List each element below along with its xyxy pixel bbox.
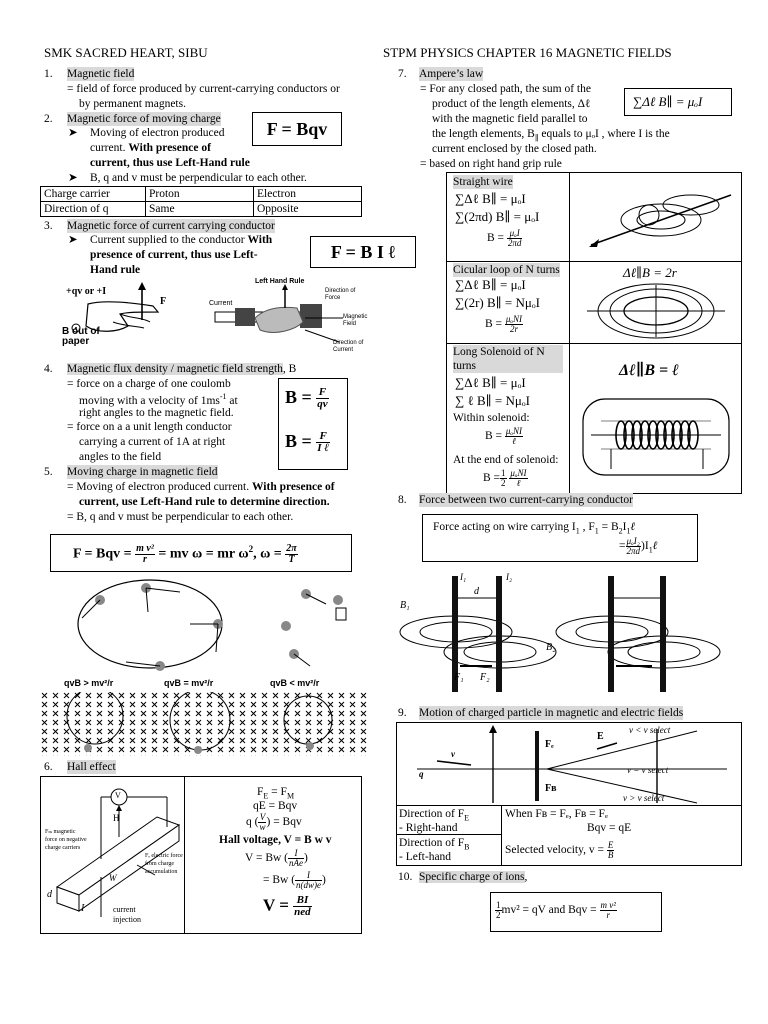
hall-eq3: q ( $\frac{V}{w}$ ) = Bqv xyxy=(246,812,302,832)
s5-num: 5. xyxy=(44,466,53,478)
s3-bullet-line1: Current supplied to the conductor With xyxy=(90,234,273,246)
s3-bullet-line3: Hand rule xyxy=(90,264,141,276)
s9-table-top-line xyxy=(397,805,741,806)
s4-l6: angles to the field xyxy=(79,451,162,463)
cross-field-drawing xyxy=(40,692,370,756)
hall-eq5: V = Bw ( $\frac{I}{\text{nAe}}$ ) xyxy=(245,848,308,868)
velocity-selector-drawing xyxy=(397,723,741,805)
hall-eq7: V = $\frac{BI}{\text{ned}}$ xyxy=(263,894,311,918)
s7-l4: the length elements, $B_\parallel$ equals to μₒI , where I is the xyxy=(432,128,670,143)
hall-fm: Fₘ magnetic force on negative charge carriers xyxy=(45,829,87,851)
s9-title: Motion of charged particle in magnetic and electric fields xyxy=(419,707,684,719)
solenoid-drawing xyxy=(571,385,741,485)
left-hand-rule-figure xyxy=(205,278,370,356)
s7-l1: = For any closed path, the sum of the xyxy=(420,83,591,95)
fig-label-bout: B out of xyxy=(62,326,100,337)
ampere-row2-eq2: ∑(2r) B∥ = NμₒI xyxy=(455,295,540,310)
s1-line1: = field of force produced by current-carrying conductors or xyxy=(67,83,340,95)
s3-formula-box xyxy=(310,236,416,268)
s9-fig-e: E xyxy=(597,731,604,742)
ampere-row3-res: B = $\frac{\text{μₒNI}}{\text{ℓ}}$ xyxy=(485,426,522,446)
table-cell: Same xyxy=(146,202,254,217)
s6-num: 6. xyxy=(44,761,53,773)
s9-r1c2: When Fʙ = Fₑ, Fʙ = Fₑ xyxy=(505,808,608,820)
fig-label-less: qvB < mv²/r xyxy=(270,678,320,688)
s9-r2c1a: Direction of $F_B$ xyxy=(399,837,470,852)
ampere-row2-eq1: ∑Δℓ B∥ = μₒI xyxy=(455,277,526,292)
hall-current: current injection xyxy=(113,905,141,924)
s9-fig-vgt: v > v select xyxy=(623,793,665,803)
circular-loop-drawing xyxy=(571,281,741,341)
s4-title-line: Magnetic flux density / magnetic field strength, B xyxy=(67,363,297,375)
s9-velocity-selector xyxy=(396,722,742,866)
s7-l5: current enclosed by the closed path. xyxy=(432,143,597,155)
s8-fig-i2: I₂ xyxy=(506,572,513,582)
s7-num: 7. xyxy=(398,68,407,80)
s6-title: Hall effect xyxy=(67,761,116,773)
s2-formula: F = Bqv xyxy=(266,119,328,139)
s8-box-line1: Force acting on wire carrying $I_1$ , $F_1$ = $B_2I_1\ell$ xyxy=(433,521,636,536)
s3-num: 3. xyxy=(44,220,53,232)
s2-title: Magnetic force of moving charge xyxy=(67,113,221,125)
s9-fig-fe: Fₑ xyxy=(545,739,554,750)
s5-l3: = B, q and v must be perpendicular to each other. xyxy=(67,511,294,523)
s4-l4: = force on a a unit length conductor xyxy=(67,421,232,433)
fig-label-f: F xyxy=(160,296,167,307)
table-row xyxy=(41,187,362,202)
s8-fig-i1: I₁ xyxy=(460,572,467,582)
s3-formula: F = B I ℓ xyxy=(330,242,396,262)
s9-fig-q: q xyxy=(419,769,424,779)
header-right: STPM PHYSICS CHAPTER 16 MAGNETIC FIELDS xyxy=(383,45,672,60)
s8-fig-f1: F₁ xyxy=(454,672,464,683)
s7-l2: product of the length elements, Δℓ xyxy=(432,98,591,110)
straight-wire-drawing xyxy=(571,175,741,259)
s2-formula-box xyxy=(252,112,342,146)
s9-r1c1b: - Right-hand xyxy=(399,822,458,834)
s8-fig-d: d xyxy=(474,586,479,597)
s7-title: Ampere’s law xyxy=(419,68,484,80)
s10-formula: $\frac{1}{2}$ mv² = qV and Bqv = $\frac{\text{m v²}}{r}$ xyxy=(496,900,616,920)
hall-eq6: = Bw ( $\frac{I}{n(dw)e}$ ) xyxy=(263,870,326,890)
s3-title: Magnetic force of current carrying conductor xyxy=(67,220,275,232)
s9-fig-veq: v = v select xyxy=(627,765,669,775)
s2-num: 2. xyxy=(44,113,53,125)
s8-num: 8. xyxy=(398,494,407,506)
s6-hall-box xyxy=(40,776,362,934)
s8-fig-b1: B₁ xyxy=(400,600,410,611)
s9-fig-fb: Fʙ xyxy=(545,783,557,794)
lhr-title: Left Hand Rule xyxy=(255,278,305,285)
s7-l3: with the magnetic field parallel to xyxy=(432,113,588,125)
s9-num: 9. xyxy=(398,707,407,719)
s5-l2: current, use Left-Hand rule to determine direction. xyxy=(79,496,330,508)
s4-num: 4. xyxy=(44,363,53,375)
ampere-row-divider-2 xyxy=(447,343,741,344)
s1-num: 1. xyxy=(44,68,53,80)
ampere-row3-eq1: ∑Δℓ B∥ = μₒI xyxy=(455,375,526,390)
s4-f2: B = $\frac{F}{\text{I ℓ}}$ xyxy=(285,430,329,455)
ampere-row2-fig-label: Δℓ∥B = 2r xyxy=(623,265,677,280)
s9-fig-vless: v < v select xyxy=(629,725,671,735)
s4-f1: B = $\frac{F}{qv}$ xyxy=(285,386,328,411)
ampere-row1-eq2: ∑(2πd) B∥ = μₒI xyxy=(455,209,540,224)
ampere-row3-title: Long Solenoid of N turns xyxy=(453,345,563,373)
ampere-table xyxy=(446,172,742,494)
s4-formula-box xyxy=(278,378,348,470)
ampere-row1-res: B = $\frac{\text{μₒI}}{2\pi d}$ xyxy=(487,228,522,248)
table-cell: Electron xyxy=(254,187,362,202)
s8-fig-f2: F₂ xyxy=(480,672,490,683)
s3-bullet-line2: presence of current, thus use Left- xyxy=(90,249,258,261)
s4-l3: right angles to the magnetic field. xyxy=(79,407,234,419)
s9-r1c2b: Bqv = qE xyxy=(587,822,632,834)
s8-box-line2: = $\frac{\text{μₒI₂}}{2\pi d}$ )$I_1\ell$ xyxy=(619,536,658,556)
s1-title: Magnetic field xyxy=(67,68,135,80)
ampere-row3-eq2: ∑ ℓ B∥ = NμₒI xyxy=(455,393,530,408)
s7-formula: ∑Δℓ B∥ = μₒI xyxy=(633,94,703,109)
s5-circular-motion-figure xyxy=(40,578,370,676)
s9-fig-v: v xyxy=(451,749,455,759)
hall-d: d xyxy=(47,889,52,900)
hall-fe: Fₑ electric force from charge accumulation xyxy=(145,853,183,875)
ampere-col-divider xyxy=(569,173,570,493)
s1-line2: by permanent magnets. xyxy=(79,98,186,110)
s9-r1c1a: Direction of $F_E$ xyxy=(399,808,470,823)
s7-l6: = based on right hand grip rule xyxy=(420,158,562,170)
s2-bullet1c: current, thus use Left-Hand rule xyxy=(90,157,250,169)
s7-formula-box xyxy=(624,88,732,116)
s4-l1: = force on a charge of one coulomb xyxy=(67,378,231,390)
s5-cross-field-figure xyxy=(40,692,370,756)
s4-l2: moving with a velocity of $1ms^{-1}$ at xyxy=(79,392,238,407)
s2-bullet1a: Moving of electron produced xyxy=(90,127,225,139)
s9-table-col-line xyxy=(501,805,502,865)
hall-eq1: $F_E = F_M$ xyxy=(257,786,295,801)
table-row xyxy=(41,202,362,217)
table-cell: Opposite xyxy=(254,202,362,217)
s10-num: 10. xyxy=(398,871,413,883)
hall-h: H xyxy=(113,813,120,823)
table-cell: Direction of q xyxy=(41,202,146,217)
left-hand-figure xyxy=(58,282,188,348)
lhr-current: Current xyxy=(209,300,233,307)
hall-eq4: Hall voltage, V = B w v xyxy=(219,834,332,846)
hall-vh: V xyxy=(115,791,121,800)
fig-label-paper: paper xyxy=(62,336,90,347)
parallel-wires-drawing xyxy=(396,570,748,700)
hall-i: I xyxy=(81,903,85,914)
header-left: SMK SACRED HEART, SIBU xyxy=(44,45,208,60)
fig-label-greater: qvB > mv²/r xyxy=(64,678,114,688)
ampere-row1-eq1: ∑Δℓ B∥ = μₒI xyxy=(455,191,526,206)
s2-bullet-arrow-icon-2: ➤ xyxy=(68,172,78,184)
s8-fig-b2: B₂ xyxy=(546,642,556,653)
s5-formula-box xyxy=(50,534,352,572)
ampere-row2-res: B = $\frac{\text{μₒNI}}{2r}$ xyxy=(485,314,522,334)
s9-r2c2: Selected velocity, v = $\frac{E}{B}$ xyxy=(505,840,614,860)
s8-force-box xyxy=(422,514,698,562)
ampere-row3-end: At the end of solenoid: xyxy=(453,454,559,466)
s5-fig-labels xyxy=(40,678,370,692)
ampere-row2-title: Cicular loop of N turns xyxy=(453,264,560,276)
lhr-dir: Direction of Current xyxy=(333,340,364,354)
table-cell: Proton xyxy=(146,187,254,202)
fig-label-equal: qvB = mv²/r xyxy=(164,678,214,688)
s2-bullet1b: current. With presence of xyxy=(90,142,211,154)
s10-title-line: Specific charge of ions, xyxy=(419,871,528,883)
ampere-row-divider-1 xyxy=(447,261,741,262)
hall-eq2: qE = Bqv xyxy=(253,800,298,812)
ampere-row3-within: Within solenoid: xyxy=(453,412,530,424)
s5-formula: F = Bqv = $\frac{\text{m v²}}{r}$ = mv ω = mr $\omega^2$, ω = $\frac{2\pi}{T}$ xyxy=(73,543,297,565)
s2-bullet-arrow-icon: ➤ xyxy=(68,127,78,139)
table-cell: Charge carrier xyxy=(41,187,146,202)
s2-table xyxy=(40,186,362,217)
fig-label-qv: +qv or +I xyxy=(66,286,107,297)
hall-w: W xyxy=(109,873,117,883)
lhr-field: Magnetic Field xyxy=(343,314,368,328)
s4-l5: carrying a current of 1A at right xyxy=(79,436,226,448)
lhr-force: Direction of Force xyxy=(325,288,356,302)
s5-title: Moving charge in magnetic field xyxy=(67,466,218,478)
s5-l1: = Moving of electron produced current. With presence of xyxy=(67,481,335,493)
circular-motion-drawing xyxy=(40,578,370,676)
s2-bullet2: B, q and v must be perpendicular to each other. xyxy=(90,172,307,184)
s3-bullet-arrow-icon: ➤ xyxy=(68,234,78,246)
s8-parallel-wires-figure xyxy=(396,570,748,700)
s8-title: Force between two current-carrying conductor xyxy=(419,494,633,506)
s10-formula-box xyxy=(490,892,662,932)
s9-r2c1b: - Left-hand xyxy=(399,851,452,863)
ampere-row3-endres: B = $\frac{1}{2}$ $\frac{\text{μₒNI}}{\text{ℓ}}$ xyxy=(483,468,527,488)
ampere-row1-title: Straight wire xyxy=(453,176,513,188)
ampere-row3-fig-label: Δℓ∥B = ℓ xyxy=(619,362,679,379)
